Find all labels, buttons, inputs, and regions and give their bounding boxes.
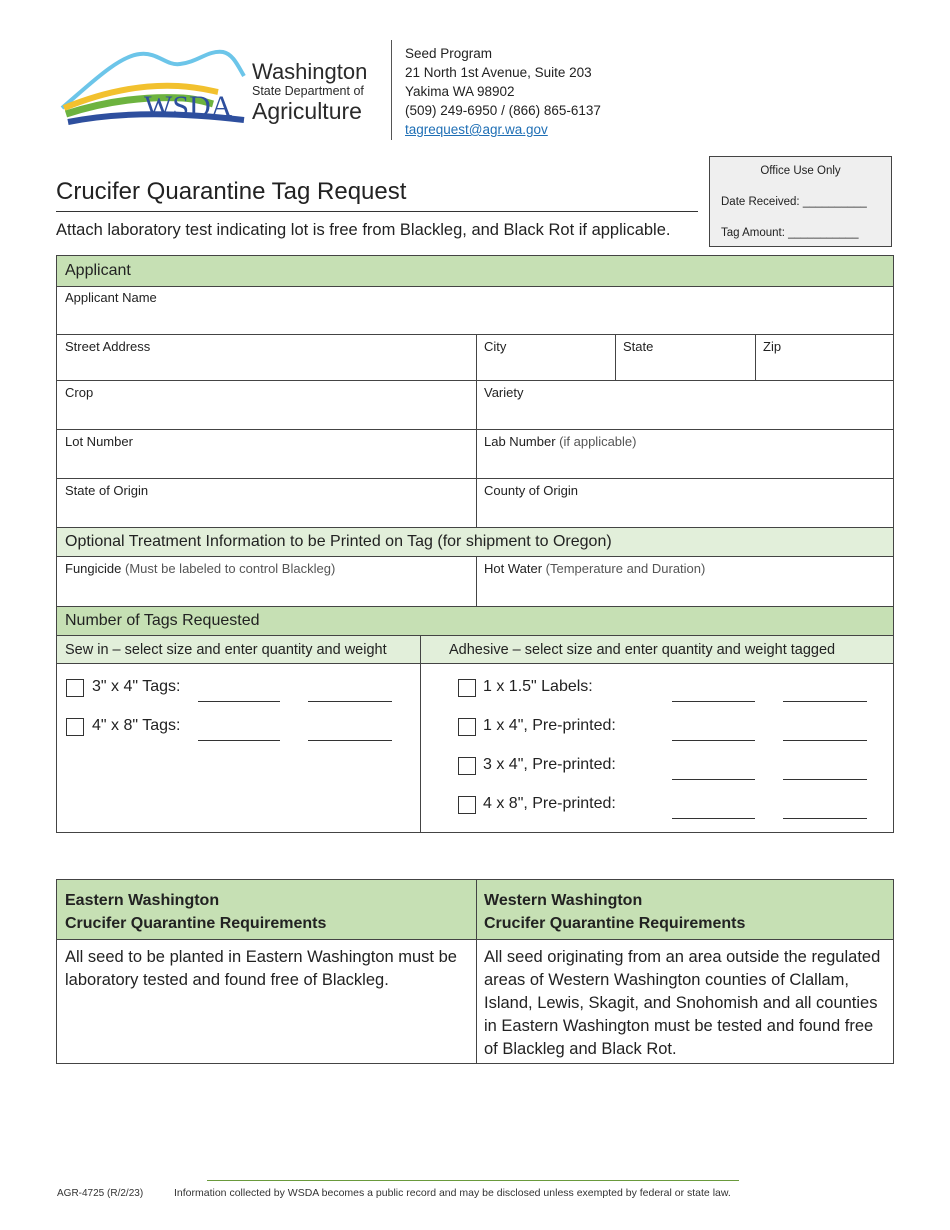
state-of-origin-label: State of Origin xyxy=(65,483,149,498)
lab-number-note: (if applicable) xyxy=(559,434,637,449)
fungicide-note: (Must be labeled to control Blackleg) xyxy=(125,561,336,576)
adhesive-1x1.5-weight-field[interactable] xyxy=(783,701,867,702)
column-divider xyxy=(476,880,477,1063)
tag-amount-field: Tag Amount: ___________ xyxy=(721,227,859,239)
city-label: City xyxy=(484,339,507,354)
column-divider xyxy=(476,334,477,527)
requirements-header-row xyxy=(57,880,893,940)
agency-name xyxy=(252,60,367,123)
adhesive-1x1.5-label: 1 x 1.5" Labels: xyxy=(483,678,593,695)
hot-water-label xyxy=(484,561,705,576)
sew-in-header: Sew in – select size and enter quantity and weight xyxy=(65,642,387,658)
crop-label: Crop xyxy=(65,385,94,400)
office-use-title: Office Use Only xyxy=(760,165,841,177)
state-label: State xyxy=(623,339,654,354)
row-divider xyxy=(57,334,893,335)
column-divider xyxy=(755,334,756,380)
lab-number-label xyxy=(484,434,637,449)
adhesive-1x4-label: 1 x 4", Pre-printed: xyxy=(483,717,616,734)
applicant-header: Applicant xyxy=(57,256,893,287)
adhesive-header: Adhesive – select size and enter quantity and weight tagged xyxy=(449,642,836,658)
adhesive-4x8-weight-field[interactable] xyxy=(783,818,867,819)
form-number: AGR-4725 (R/2/23) xyxy=(57,1188,144,1199)
contact-address2: Yakima WA 98902 xyxy=(405,84,515,99)
adhesive-4x8-quantity-field[interactable] xyxy=(672,818,755,819)
sew-in-4x8-quantity-field[interactable] xyxy=(198,740,280,741)
sew-in-3x4-label: 3" x 4" Tags: xyxy=(92,678,181,695)
applicant-name-label: Applicant Name xyxy=(65,290,157,305)
adhesive-4x8-label: 4 x 8", Pre-printed: xyxy=(483,795,616,812)
wsda-logo-mark xyxy=(58,46,248,130)
eastern-requirements-text: All seed to be planted in Eastern Washington must be laboratory tested and found free of Blackleg. xyxy=(65,948,457,989)
western-heading-line1: Western Washington xyxy=(484,892,643,909)
adhesive-3x4-checkbox[interactable] xyxy=(458,757,476,775)
hot-water-note: (Temperature and Duration) xyxy=(545,561,706,576)
request-form xyxy=(56,255,894,833)
adhesive-1x1.5-checkbox[interactable] xyxy=(458,679,476,697)
page-title: Crucifer Quarantine Tag Request xyxy=(56,178,407,205)
adhesive-1x4-weight-field[interactable] xyxy=(783,740,867,741)
agency-name-line1: Washington xyxy=(252,59,368,84)
column-divider xyxy=(476,557,477,606)
adhesive-3x4-weight-field[interactable] xyxy=(783,779,867,780)
tags-subheader-row xyxy=(57,636,893,664)
sew-in-4x8-weight-field[interactable] xyxy=(308,740,392,741)
adhesive-4x8-checkbox[interactable] xyxy=(458,796,476,814)
column-divider xyxy=(615,334,616,380)
lab-number-text: Lab Number xyxy=(484,434,556,449)
sew-in-3x4-weight-field[interactable] xyxy=(308,701,392,702)
row-divider xyxy=(57,380,893,381)
fungicide-text: Fungicide xyxy=(65,561,122,576)
fungicide-label xyxy=(65,561,335,576)
office-use-box xyxy=(709,156,892,247)
row-divider xyxy=(57,429,893,430)
agency-name-line3: Agriculture xyxy=(252,98,362,124)
lot-number-label: Lot Number xyxy=(65,434,133,449)
adhesive-1x4-checkbox[interactable] xyxy=(458,718,476,736)
contact-email-link[interactable]: tagrequest@agr.wa.gov xyxy=(405,122,548,137)
agency-name-line2: State Department of xyxy=(252,84,364,98)
wsda-logo xyxy=(58,46,248,130)
street-address-label: Street Address xyxy=(65,339,151,354)
sew-in-3x4-checkbox[interactable] xyxy=(66,679,84,697)
zip-label: Zip xyxy=(763,339,782,354)
hot-water-text: Hot Water xyxy=(484,561,543,576)
western-requirements-heading xyxy=(484,889,745,935)
eastern-heading-line2: Crucifer Quarantine Requirements xyxy=(65,915,327,932)
instruction-text: Attach laboratory test indicating lot is free from Blackleg, and Black Rot if applicable. xyxy=(56,221,671,239)
contact-block xyxy=(405,44,601,139)
sew-in-4x8-checkbox[interactable] xyxy=(66,718,84,736)
title-underline xyxy=(56,211,698,212)
header-divider xyxy=(391,40,392,140)
footer-divider xyxy=(207,1180,739,1181)
footer-disclaimer: Information collected by WSDA becomes a public record and may be disclosed unless exempted by federal or state law. xyxy=(174,1187,731,1199)
requirements-table xyxy=(56,879,894,1064)
adhesive-3x4-label: 3 x 4", Pre-printed: xyxy=(483,756,616,773)
treatment-header: Optional Treatment Information to be Printed on Tag (for shipment to Oregon) xyxy=(57,527,893,557)
column-divider xyxy=(420,636,421,833)
contact-address1: 21 North 1st Avenue, Suite 203 xyxy=(405,65,592,80)
county-of-origin-label: County of Origin xyxy=(484,483,578,498)
logo-wordmark: WSDA xyxy=(144,90,233,123)
contact-phone: (509) 249-6950 / (866) 865-6137 xyxy=(405,103,601,118)
eastern-requirements-heading xyxy=(65,889,326,935)
adhesive-1x1.5-quantity-field[interactable] xyxy=(672,701,755,702)
sew-in-3x4-quantity-field[interactable] xyxy=(198,701,280,702)
western-heading-line2: Crucifer Quarantine Requirements xyxy=(484,915,746,932)
eastern-heading-line1: Eastern Washington xyxy=(65,892,220,909)
date-received-field: Date Received: __________ xyxy=(721,196,867,208)
adhesive-1x4-quantity-field[interactable] xyxy=(672,740,755,741)
variety-label: Variety xyxy=(484,385,524,400)
row-divider xyxy=(57,478,893,479)
western-requirements-text: All seed originating from an area outside the regulated areas of Western Washington counties of Clallam, Island, Lewis, Skagit, and Snohomish and all counties in Eastern Washington must be tested and found free of Blackleg and Black Rot. xyxy=(484,948,881,1058)
tags-header: Number of Tags Requested xyxy=(57,606,893,636)
contact-program: Seed Program xyxy=(405,46,493,61)
sew-in-4x8-label: 4" x 8" Tags: xyxy=(92,717,181,734)
adhesive-3x4-quantity-field[interactable] xyxy=(672,779,755,780)
